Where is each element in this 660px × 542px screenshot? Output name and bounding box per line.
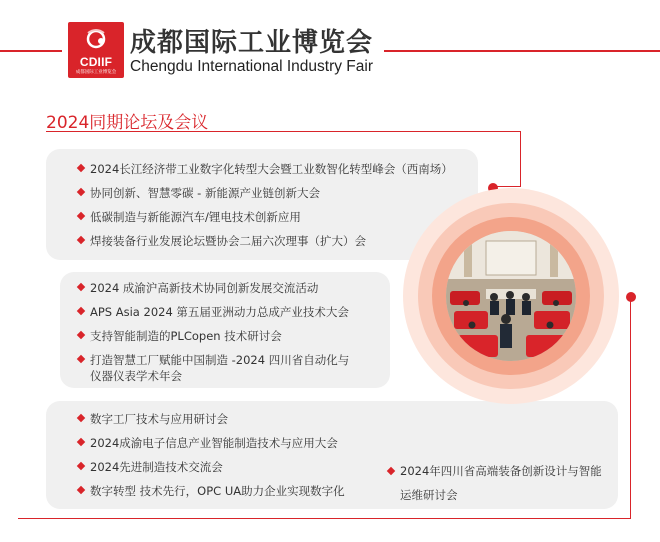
forum-group-3 — [46, 401, 618, 509]
header-rule-right — [384, 50, 660, 52]
logo-swirl-icon — [82, 25, 110, 53]
red-diamond-icon — [77, 486, 85, 494]
red-diamond-icon — [77, 188, 85, 196]
list-item: 2024长江经济带工业数字化转型大会暨工业数智化转型峰会（西南场） — [78, 161, 453, 177]
forum-list-3-left — [78, 411, 345, 499]
red-diamond-icon — [77, 164, 85, 172]
red-diamond-icon — [77, 438, 85, 446]
list-item: 低碳制造与新能源汽车/锂电技术创新应用 — [78, 209, 453, 225]
list-item: 2024年四川省高端装备创新设计与智能 运维研讨会 — [388, 459, 602, 507]
red-diamond-icon — [77, 283, 85, 291]
header-rule-left — [0, 50, 62, 52]
list-item: 数字转型 技术先行，OPC UA助力企业实现数字化 — [78, 483, 345, 499]
section-title: 2024同期论坛及会议 — [46, 113, 209, 133]
list-item: APS Asia 2024 第五届亚洲动力总成产业技术大会 — [78, 304, 349, 320]
logo-text: CDIIF — [79, 55, 113, 69]
red-diamond-icon — [77, 462, 85, 470]
list-item: 打造智慧工厂赋能中国制造 -2024 四川省自动化与 仪器仪表学术年会 — [78, 352, 349, 384]
conference-hall-image — [446, 231, 576, 361]
list-item: 数字工厂技术与应用研讨会 — [78, 411, 345, 427]
list-item: 支持智能制造的PLCopen 技术研讨会 — [78, 328, 349, 344]
cdiif-logo — [68, 22, 124, 78]
list-item: 焊接装备行业发展论坛暨协会二届六次理事（扩大）会 — [78, 233, 453, 249]
page-title-en: Chengdu International Industry Fair — [130, 58, 373, 75]
red-diamond-icon — [387, 467, 395, 475]
connector-curve-top — [493, 186, 521, 187]
list-item: 2024先进制造技术交流会 — [78, 459, 345, 475]
forum-group-1 — [46, 149, 478, 260]
red-diamond-icon — [77, 236, 85, 244]
connector-vertical-top — [520, 131, 521, 186]
connector-vertical-right — [630, 300, 631, 518]
red-diamond-icon — [77, 212, 85, 220]
list-item: 协同创新、智慧零碳 - 新能源产业链创新大会 — [78, 185, 453, 201]
footer-rule — [18, 518, 631, 519]
forum-list-1 — [78, 161, 453, 249]
red-diamond-icon — [77, 331, 85, 339]
conference-photo — [446, 231, 576, 361]
connector-dot-right — [626, 292, 636, 302]
forum-list-3-right — [388, 459, 602, 507]
forum-group-2 — [60, 272, 390, 388]
red-diamond-icon — [77, 414, 85, 422]
list-item: 2024 成渝沪高新技术协同创新发展交流活动 — [78, 280, 349, 296]
forum-list-2 — [78, 280, 349, 384]
red-diamond-icon — [77, 355, 85, 363]
list-item: 2024成渝电子信息产业智能制造技术与应用大会 — [78, 435, 345, 451]
logo-subtext: 成都国际工业博览会 — [75, 70, 117, 75]
red-diamond-icon — [77, 307, 85, 315]
page-title-cn: 成都国际工业博览会 — [130, 28, 374, 58]
